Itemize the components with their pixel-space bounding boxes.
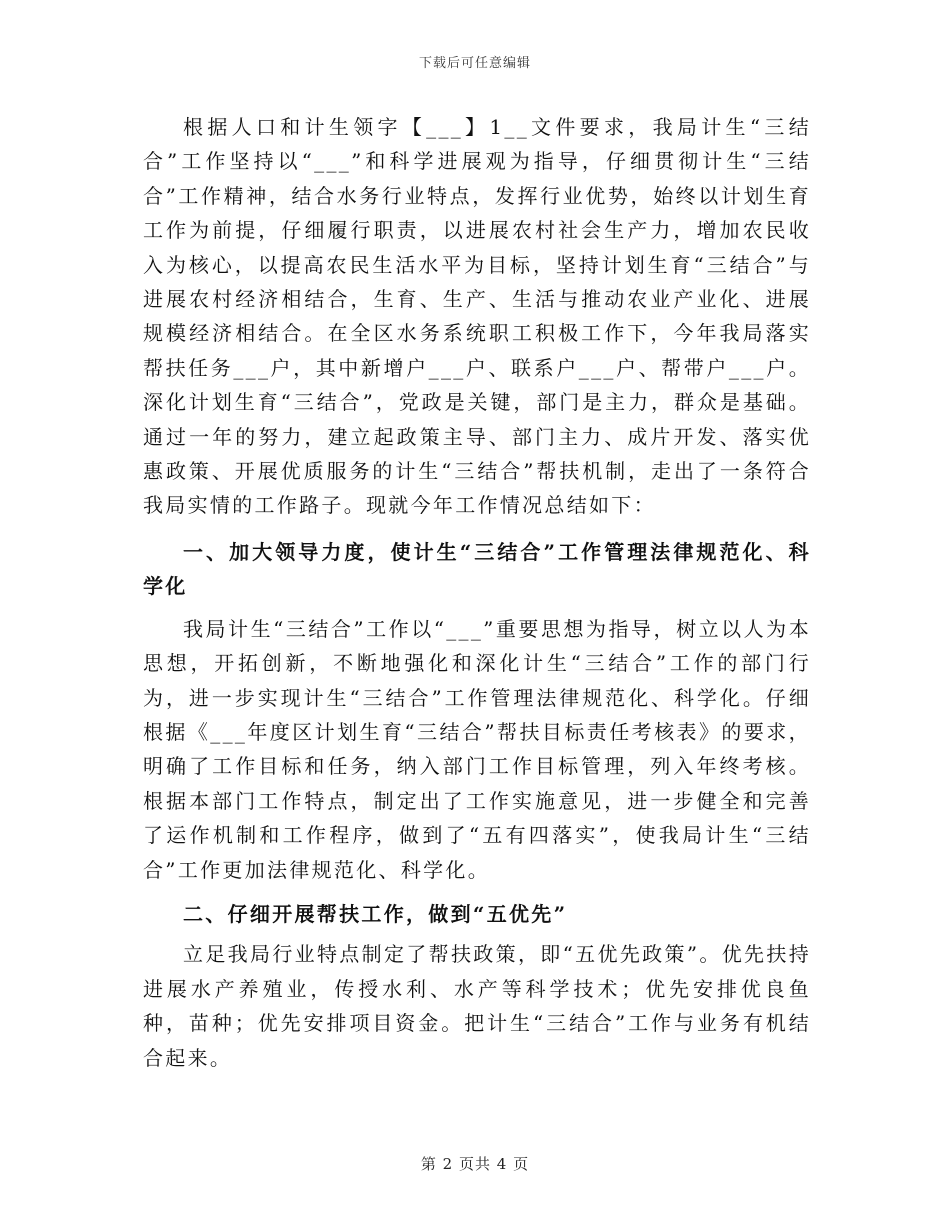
section-2-paragraph: 立足我局行业特点制定了帮扶政策，即“五优先政策”。优先扶持进展水产养殖业，传授水利、水产等科学技术；优先安排优良鱼种，苗种；优先安排项目资金。把计生“三结合”工作与业务有机结合起来。 xyxy=(143,942,811,1070)
section-1-heading: 一、加大领导力度，使计生“三结合”工作管理法律规范化、科学化 xyxy=(143,539,811,599)
section-1-paragraph: 我局计生“三结合”工作以“___”重要思想为指导，树立以人为本思想，开拓创新，不断地强化和深化计生“三结合”工作的部门行为，进一步实现计生“三结合”工作管理法律规范化、科学化。仔细根据《___年度区计划生育“三结合”帮扶目标责任考核表》的要求，明确了工作目标和任务，纳入部门工作目标管理，列入年终考核。根据本部门工作特点，制定出了工作实施意见，进一步健全和完善了运作机制和工作程序，做到了“五有四落实”，使我局计生“三结合”工作更加法律规范化、科学化。 xyxy=(143,616,811,882)
page-number: 第 2 页共 4 页 xyxy=(420,1155,530,1173)
page-header: 下载后可任意编辑 xyxy=(418,56,531,71)
document-body xyxy=(143,110,811,1075)
intro-paragraph: 根据人口和计生领字【___】1__文件要求，我局计生“三结合”工作坚持以“___”和科学进展观为指导，仔细贯彻计生“三结合”工作精神，结合水务行业特点，发挥行业优势，始终以计划生育工作为前提，仔细履行职责，以进展农村社会生产力，增加农民收入为核心，以提高农民生活水平为目标，坚持计划生育“三结合”与进展农村经济相结合，生育、生产、生活与推动农业产业化、进展规模经济相结合。在全区水务系统职工积极工作下，今年我局落实帮扶任务___户，其中新增户___户、联系户___户、帮带户___户。深化计划生育“三结合”，党政是关键，部门是主力，群众是基础。通过一年的努力，建立起政策主导、部门主力、成片开发、落实优惠政策、开展优质服务的计生“三结合”帮扶机制，走出了一条符合我局实情的工作路子。现就今年工作情况总结如下： xyxy=(143,115,811,518)
section-2-heading: 二、仔细开展帮扶工作，做到“五优先” xyxy=(183,901,568,926)
